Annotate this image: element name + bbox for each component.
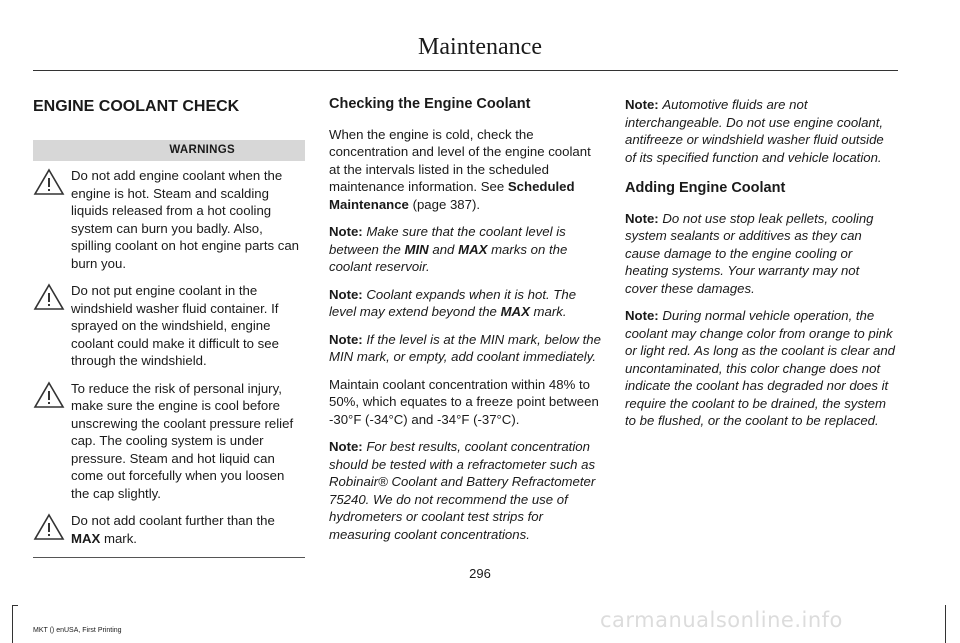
warning-text: Do not add engine coolant when the engine is hot. Steam and scalding liquids released from a hot cooling system can burn you badly. Also, spilling coolant on hot engine parts can burn you.: [71, 168, 300, 271]
warning-item: [33, 512, 305, 547]
warning-triangle-icon: [33, 513, 65, 541]
header-rule: [33, 70, 898, 71]
warning-text-before: Do not add coolant further than the: [71, 513, 275, 528]
note-level: [329, 223, 601, 276]
note-label: Note:: [625, 210, 659, 226]
warning-text: To reduce the risk of personal injury, make sure the engine is cool before unscrewing the coolant pressure relief cap. The cooling system is under pressure. Steam and hot liquid can come out forcefully when you loosen the cap slightly.: [71, 380, 294, 501]
warning-text-after: mark.: [103, 530, 137, 546]
checking-intro: [329, 126, 601, 214]
checking-intro-text: When the engine is cold, check the concentration and level of the engine coolant at the intervals listed in the scheduled maintenance information. See: [329, 126, 591, 194]
warning-item: [33, 167, 305, 272]
warning-text: [33, 512, 305, 547]
note-text: If the level is at the MIN mark, below the MIN mark, or empty, add coolant immediately.: [329, 331, 601, 364]
note-text: Make sure that the coolant level is between the MIN and MAX marks on the coolant reservoir.: [329, 224, 568, 274]
warning-triangle-icon: [33, 168, 65, 196]
note-label: Note:: [329, 331, 363, 347]
note-stop-leak: [625, 210, 895, 298]
note-label: Note:: [329, 439, 363, 454]
note-fluids: [625, 96, 895, 166]
column-left: [33, 96, 305, 558]
note-label: Note:: [329, 224, 363, 239]
note-text: Coolant expands when it is hot. The level may extend beyond the MAX mark.: [329, 286, 577, 319]
watermark: carmanualsonline.info: [600, 608, 843, 632]
column-middle: [329, 96, 601, 553]
scheduled-maintenance-link[interactable]: Scheduled Maintenance: [329, 179, 575, 212]
note-text: For best results, coolant concentration should be tested with a refractometer such as Robinair® Coolant and Battery Refractometer 75240. We do not recommend the use of hydrometers or coolant test strips for measuring coolant concentrations.: [329, 439, 596, 542]
section-title: ENGINE COOLANT CHECK: [33, 98, 240, 115]
warning-triangle-icon: [33, 381, 65, 409]
crop-mark-left-tick: [12, 605, 18, 606]
adding-coolant-title: Adding Engine Coolant: [625, 180, 786, 196]
max-mark: MAX: [458, 241, 488, 257]
note-expands: [329, 286, 601, 321]
max-mark-label: MAX: [71, 530, 101, 546]
warning-triangle-icon: [33, 283, 65, 311]
note-label: Note:: [329, 286, 363, 302]
note-text: Do not use stop leak pellets, cooling system sealants or additives as they can cause damage to the engine cooling or heating systems. Your warranty may not cover these damages.: [625, 210, 874, 296]
checking-title: Checking the Engine Coolant: [329, 96, 531, 112]
note-text: Automotive fluids are not interchangeable. Do not use engine coolant, antifreeze or windshield washer fluid outside of its specified function and vehicle location.: [625, 97, 884, 165]
min-mark: MIN: [404, 241, 429, 257]
checking-intro-page-ref: (page 387).: [412, 196, 481, 212]
note-min: [329, 331, 601, 366]
note-refractometer: [329, 438, 601, 543]
warning-item: [33, 282, 305, 370]
printing-info: MKT () enUSA, First Printing: [33, 627, 122, 634]
warnings-heading: WARNINGS: [33, 140, 305, 162]
crop-mark-right: [945, 605, 946, 643]
page-header-title: Maintenance: [418, 34, 542, 60]
note-label: Note:: [625, 97, 659, 112]
warnings-end-rule: [33, 557, 305, 558]
warning-text: Do not put engine coolant in the windshield washer fluid container. If sprayed on the windshield, engine coolant could make it difficult to see through the windshield.: [71, 283, 279, 368]
max-mark: MAX: [500, 304, 530, 319]
note-text: During normal vehicle operation, the coolant may change color from orange to pink or light red. As long as the coolant is clear and uncontaminated, this color change does not indicate the coolant has degraded nor does it require the coolant to be drained, the system to be flushed, or the coolant to be replaced.: [625, 308, 896, 428]
crop-mark-left: [12, 605, 13, 643]
note-color-change: [625, 307, 895, 430]
maintain-concentration: Maintain coolant concentration within 48% to 50%, which equates to a freeze point between -30°F (-34°C) and -34°F (-37°C).: [329, 376, 599, 427]
note-label: Note:: [625, 308, 659, 323]
column-right: [625, 96, 895, 440]
warning-item: [33, 380, 305, 503]
page-number: 296: [469, 566, 491, 581]
